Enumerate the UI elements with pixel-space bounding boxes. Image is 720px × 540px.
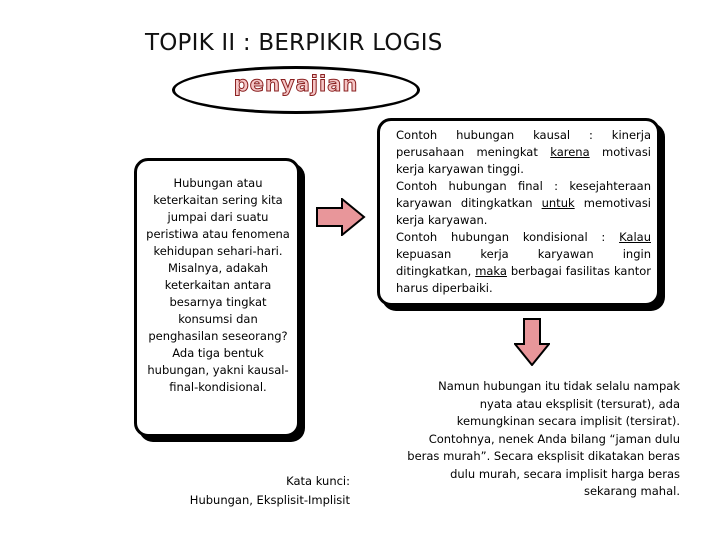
oval-label: penyajian	[233, 72, 359, 96]
conditional-example: Contoh hubungan kondisional : Kalau kepuasan kerja karyawan ingin ditingkatkan, maka berbagai fasilitas kantor harus diperbaiki.	[396, 230, 652, 295]
intro-text: Hubungan atau keterkaitan sering kita jumpai dari suatu peristiwa atau fenomena kehidupan sehari-hari. Misalnya, adakah keterkaitan antara besarnya tingkat konsumsi dan penghasilan seseorang? Ada tiga bentuk hubungan, yakni kausal-final-kondisional.	[146, 176, 290, 394]
right-arrow-icon	[316, 198, 366, 236]
examples-text	[396, 127, 651, 297]
final-example: Contoh hubungan final : kesejahteraan karyawan ditingkatkan untuk memotivasi kerja karyawan.	[396, 179, 652, 227]
keywords-value: Hubungan, Eksplisit-Implisit	[189, 493, 350, 507]
implicit-explicit-text: Namun hubungan itu tidak selalu nampak nyata atau eksplisit (tersurat), ada kemungkinan secara implisit (tersirat). Contohnya, nenek Anda bilang “jaman dulu beras murah”. Secara eksplisit dikatakan beras dulu murah, secara implisit harga beras sekarang mahal.	[407, 379, 680, 498]
down-arrow-icon	[514, 318, 550, 366]
examples-box	[377, 118, 660, 306]
causal-example: Contoh hubungan kausal : kinerja perusahaan meningkat karena motivasi kerja karyawan tinggi.	[396, 128, 652, 176]
topic-oval	[172, 66, 420, 114]
intro-box	[134, 158, 300, 437]
page-title: TOPIK II : BERPIKIR LOGIS	[145, 30, 443, 56]
keywords-section	[176, 472, 350, 510]
keywords-label: Kata kunci:	[286, 474, 350, 488]
